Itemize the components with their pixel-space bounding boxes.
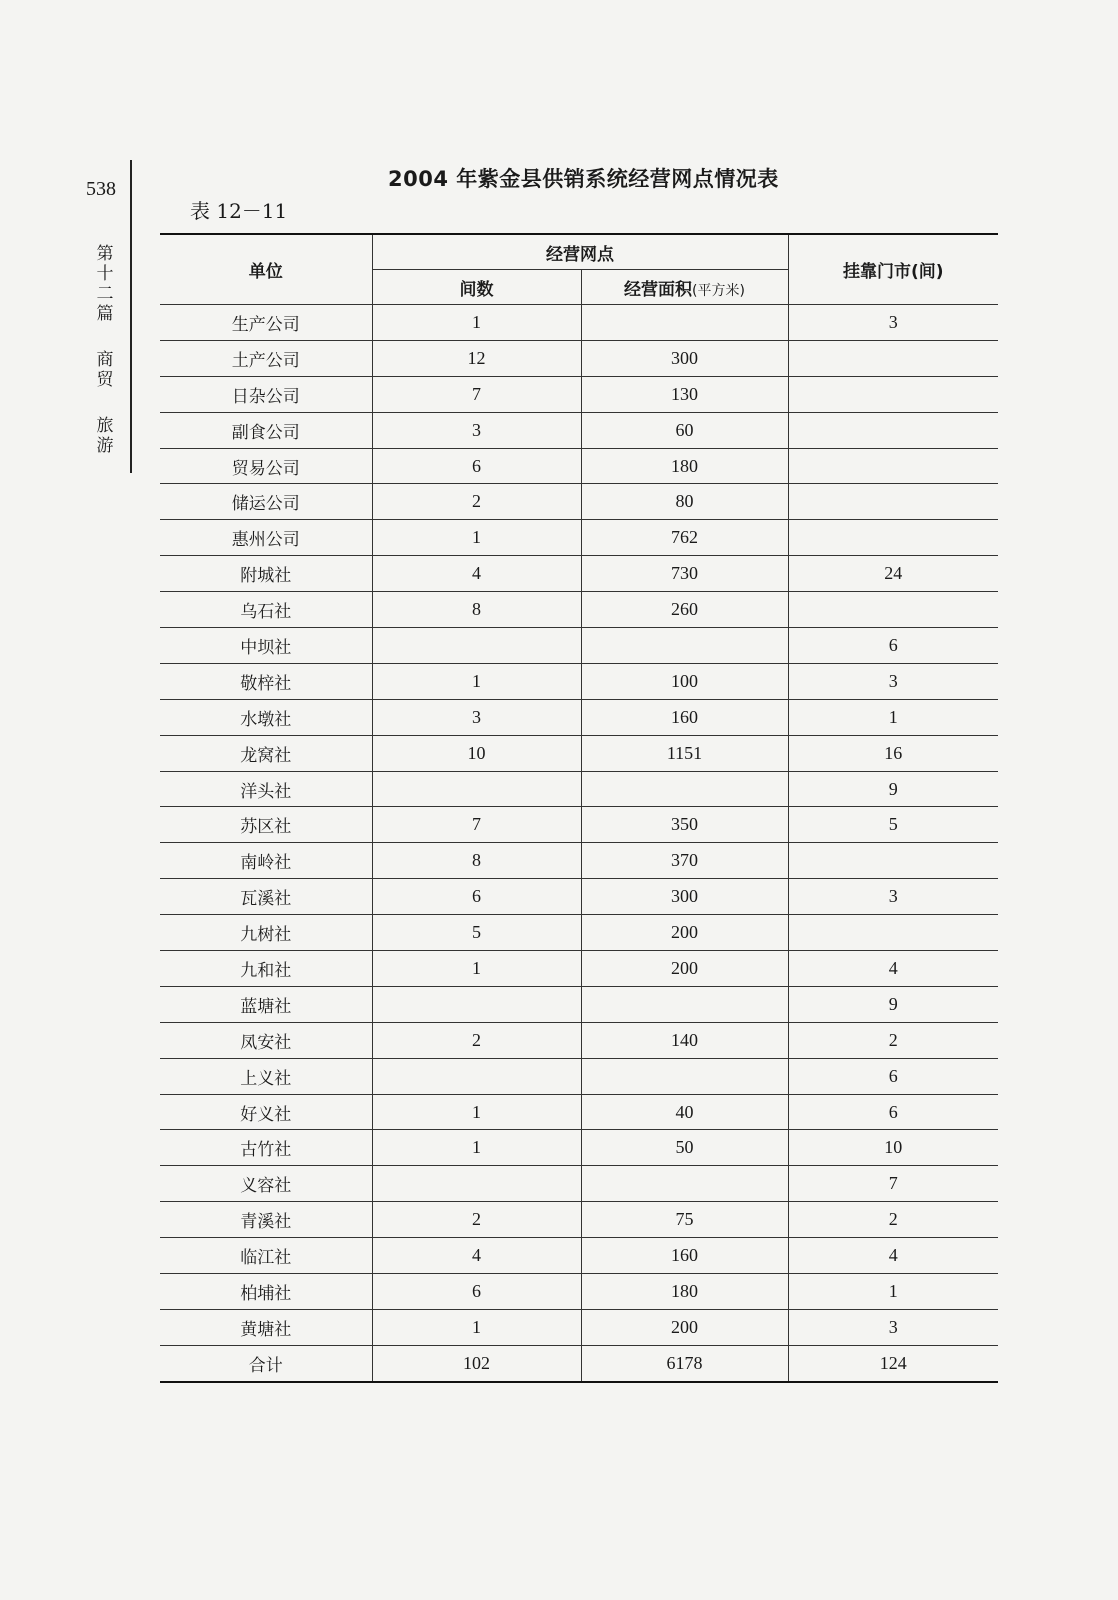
cell-unit: 九和社 [160,951,372,987]
cell-area: 180 [581,448,788,484]
cell-area: 762 [581,520,788,556]
table-row [160,1022,998,1058]
table-row [160,628,998,664]
chapter-char: 第 [96,244,114,264]
cell-count: 8 [372,843,581,879]
table-row [160,735,998,771]
cell-area: 200 [581,1309,788,1345]
cell-unit: 洋头社 [160,771,372,807]
cell-area: 200 [581,951,788,987]
cell-unit: 临江社 [160,1238,372,1274]
cell-stores: 4 [788,951,998,987]
cell-unit: 惠州公司 [160,520,372,556]
cell-stores: 6 [788,1094,998,1130]
cell-area [581,305,788,341]
cell-area: 730 [581,556,788,592]
cell-unit: 中坝社 [160,628,372,664]
cell-unit: 生产公司 [160,305,372,341]
cell-stores: 10 [788,1130,998,1166]
chapter-gap [93,390,117,416]
cell-unit: 附城社 [160,556,372,592]
cell-unit: 义容社 [160,1166,372,1202]
cell-stores: 3 [788,305,998,341]
cell-area: 130 [581,376,788,412]
table-row [160,448,998,484]
cell-area: 40 [581,1094,788,1130]
header-area [581,270,788,305]
cell-count: 4 [372,1238,581,1274]
cell-count: 1 [372,1130,581,1166]
cell-unit: 乌石社 [160,592,372,628]
cell-count: 6 [372,879,581,915]
chapter-char: 商 [96,350,114,370]
table-row [160,663,998,699]
table-row [160,1166,998,1202]
cell-unit: 南岭社 [160,843,372,879]
cell-unit: 凤安社 [160,1022,372,1058]
table-row [160,1202,998,1238]
cell-stores [788,484,998,520]
page-number: 538 [86,178,116,200]
cell-area: 370 [581,843,788,879]
header-outlets-group: 经营网点 [372,234,788,270]
cell-stores: 7 [788,1166,998,1202]
cell-unit: 黄塘社 [160,1309,372,1345]
cell-stores [788,592,998,628]
table-row [160,484,998,520]
table-row [160,879,998,915]
cell-count: 1 [372,663,581,699]
margin-rule [130,160,132,473]
cell-area: 50 [581,1130,788,1166]
cell-count: 6 [372,1274,581,1310]
cell-count: 2 [372,484,581,520]
cell-count [372,986,581,1022]
cell-stores: 3 [788,663,998,699]
cell-unit: 好义社 [160,1094,372,1130]
table-row [160,520,998,556]
cell-count: 3 [372,412,581,448]
cell-area: 300 [581,879,788,915]
cell-count: 8 [372,592,581,628]
outlet-table-wrapper [160,233,998,1383]
cell-unit: 日杂公司 [160,376,372,412]
cell-stores: 3 [788,879,998,915]
cell-stores [788,915,998,951]
cell-stores: 3 [788,1309,998,1345]
cell-count: 1 [372,520,581,556]
cell-count: 102 [372,1345,581,1381]
table-row [160,1130,998,1166]
cell-area: 300 [581,340,788,376]
table-row [160,1238,998,1274]
table-row [160,843,998,879]
cell-stores: 24 [788,556,998,592]
table-number: 表 12－11 [190,199,288,223]
cell-unit: 古竹社 [160,1130,372,1166]
cell-stores [788,412,998,448]
table-row [160,807,998,843]
cell-stores: 16 [788,735,998,771]
table-row [160,556,998,592]
chapter-char: 二 [96,284,114,304]
cell-area: 80 [581,484,788,520]
total-row [160,1345,998,1381]
cell-area: 75 [581,1202,788,1238]
cell-unit: 敬梓社 [160,663,372,699]
table-row [160,340,998,376]
cell-area: 1151 [581,735,788,771]
cell-area: 140 [581,1022,788,1058]
cell-area: 100 [581,663,788,699]
cell-unit: 上义社 [160,1058,372,1094]
cell-unit: 龙窝社 [160,735,372,771]
header-affiliated-stores: 挂靠门市(间) [788,234,998,305]
table-row [160,1094,998,1130]
chapter-running-head [93,244,117,456]
cell-count: 1 [372,1309,581,1345]
cell-area: 350 [581,807,788,843]
cell-unit: 储运公司 [160,484,372,520]
cell-count: 2 [372,1022,581,1058]
header-area-label: 经营面积 [624,279,693,300]
cell-area [581,628,788,664]
table-row [160,1274,998,1310]
table-row [160,305,998,341]
cell-unit: 水墩社 [160,699,372,735]
cell-area [581,771,788,807]
chapter-char: 旅 [96,416,114,436]
cell-area [581,1166,788,1202]
table-title: 2004 年紫金县供销系统经营网点情况表 [388,167,779,191]
cell-area: 60 [581,412,788,448]
cell-stores: 6 [788,1058,998,1094]
cell-stores: 6 [788,628,998,664]
cell-count: 4 [372,556,581,592]
chapter-char: 篇 [96,304,114,324]
cell-unit: 蓝塘社 [160,986,372,1022]
cell-stores: 2 [788,1202,998,1238]
cell-stores [788,520,998,556]
cell-area: 260 [581,592,788,628]
cell-stores: 4 [788,1238,998,1274]
table-row [160,1309,998,1345]
table-row [160,771,998,807]
table-header [160,234,998,305]
cell-unit: 柏埔社 [160,1274,372,1310]
table-row [160,1058,998,1094]
cell-count [372,771,581,807]
table-body [160,305,998,1382]
cell-unit: 土产公司 [160,340,372,376]
cell-count [372,1166,581,1202]
cell-stores [788,448,998,484]
cell-count [372,1058,581,1094]
cell-count: 5 [372,915,581,951]
cell-count: 1 [372,951,581,987]
table-row [160,951,998,987]
cell-area: 180 [581,1274,788,1310]
cell-stores: 1 [788,1274,998,1310]
cell-unit: 贸易公司 [160,448,372,484]
cell-stores: 9 [788,771,998,807]
cell-area: 200 [581,915,788,951]
cell-unit: 合计 [160,1345,372,1381]
cell-unit: 瓦溪社 [160,879,372,915]
table-row [160,986,998,1022]
chapter-char: 十 [96,264,114,284]
table-row [160,412,998,448]
cell-stores: 124 [788,1345,998,1381]
cell-stores [788,340,998,376]
cell-count: 3 [372,699,581,735]
chapter-char: 贸 [96,370,114,390]
cell-area [581,1058,788,1094]
cell-area: 160 [581,1238,788,1274]
cell-unit: 青溪社 [160,1202,372,1238]
cell-count: 2 [372,1202,581,1238]
cell-unit: 苏区社 [160,807,372,843]
header-area-unit: (平方米) [692,282,745,299]
cell-count: 1 [372,1094,581,1130]
cell-area: 6178 [581,1345,788,1381]
cell-count: 6 [372,448,581,484]
header-unit: 单位 [160,234,372,305]
cell-area: 160 [581,699,788,735]
table-row [160,592,998,628]
table-row [160,915,998,951]
cell-unit: 九树社 [160,915,372,951]
chapter-gap [93,324,117,350]
cell-unit: 副食公司 [160,412,372,448]
table-row [160,376,998,412]
cell-area [581,986,788,1022]
cell-count: 10 [372,735,581,771]
cell-count: 12 [372,340,581,376]
outlet-table [160,233,998,1383]
chapter-char: 游 [96,436,114,456]
table-row [160,699,998,735]
cell-stores [788,376,998,412]
cell-count: 7 [372,376,581,412]
cell-count [372,628,581,664]
cell-count: 1 [372,305,581,341]
header-count: 间数 [372,270,581,305]
cell-stores: 2 [788,1022,998,1058]
cell-count: 7 [372,807,581,843]
cell-stores: 9 [788,986,998,1022]
cell-stores: 5 [788,807,998,843]
cell-stores [788,843,998,879]
cell-stores: 1 [788,699,998,735]
